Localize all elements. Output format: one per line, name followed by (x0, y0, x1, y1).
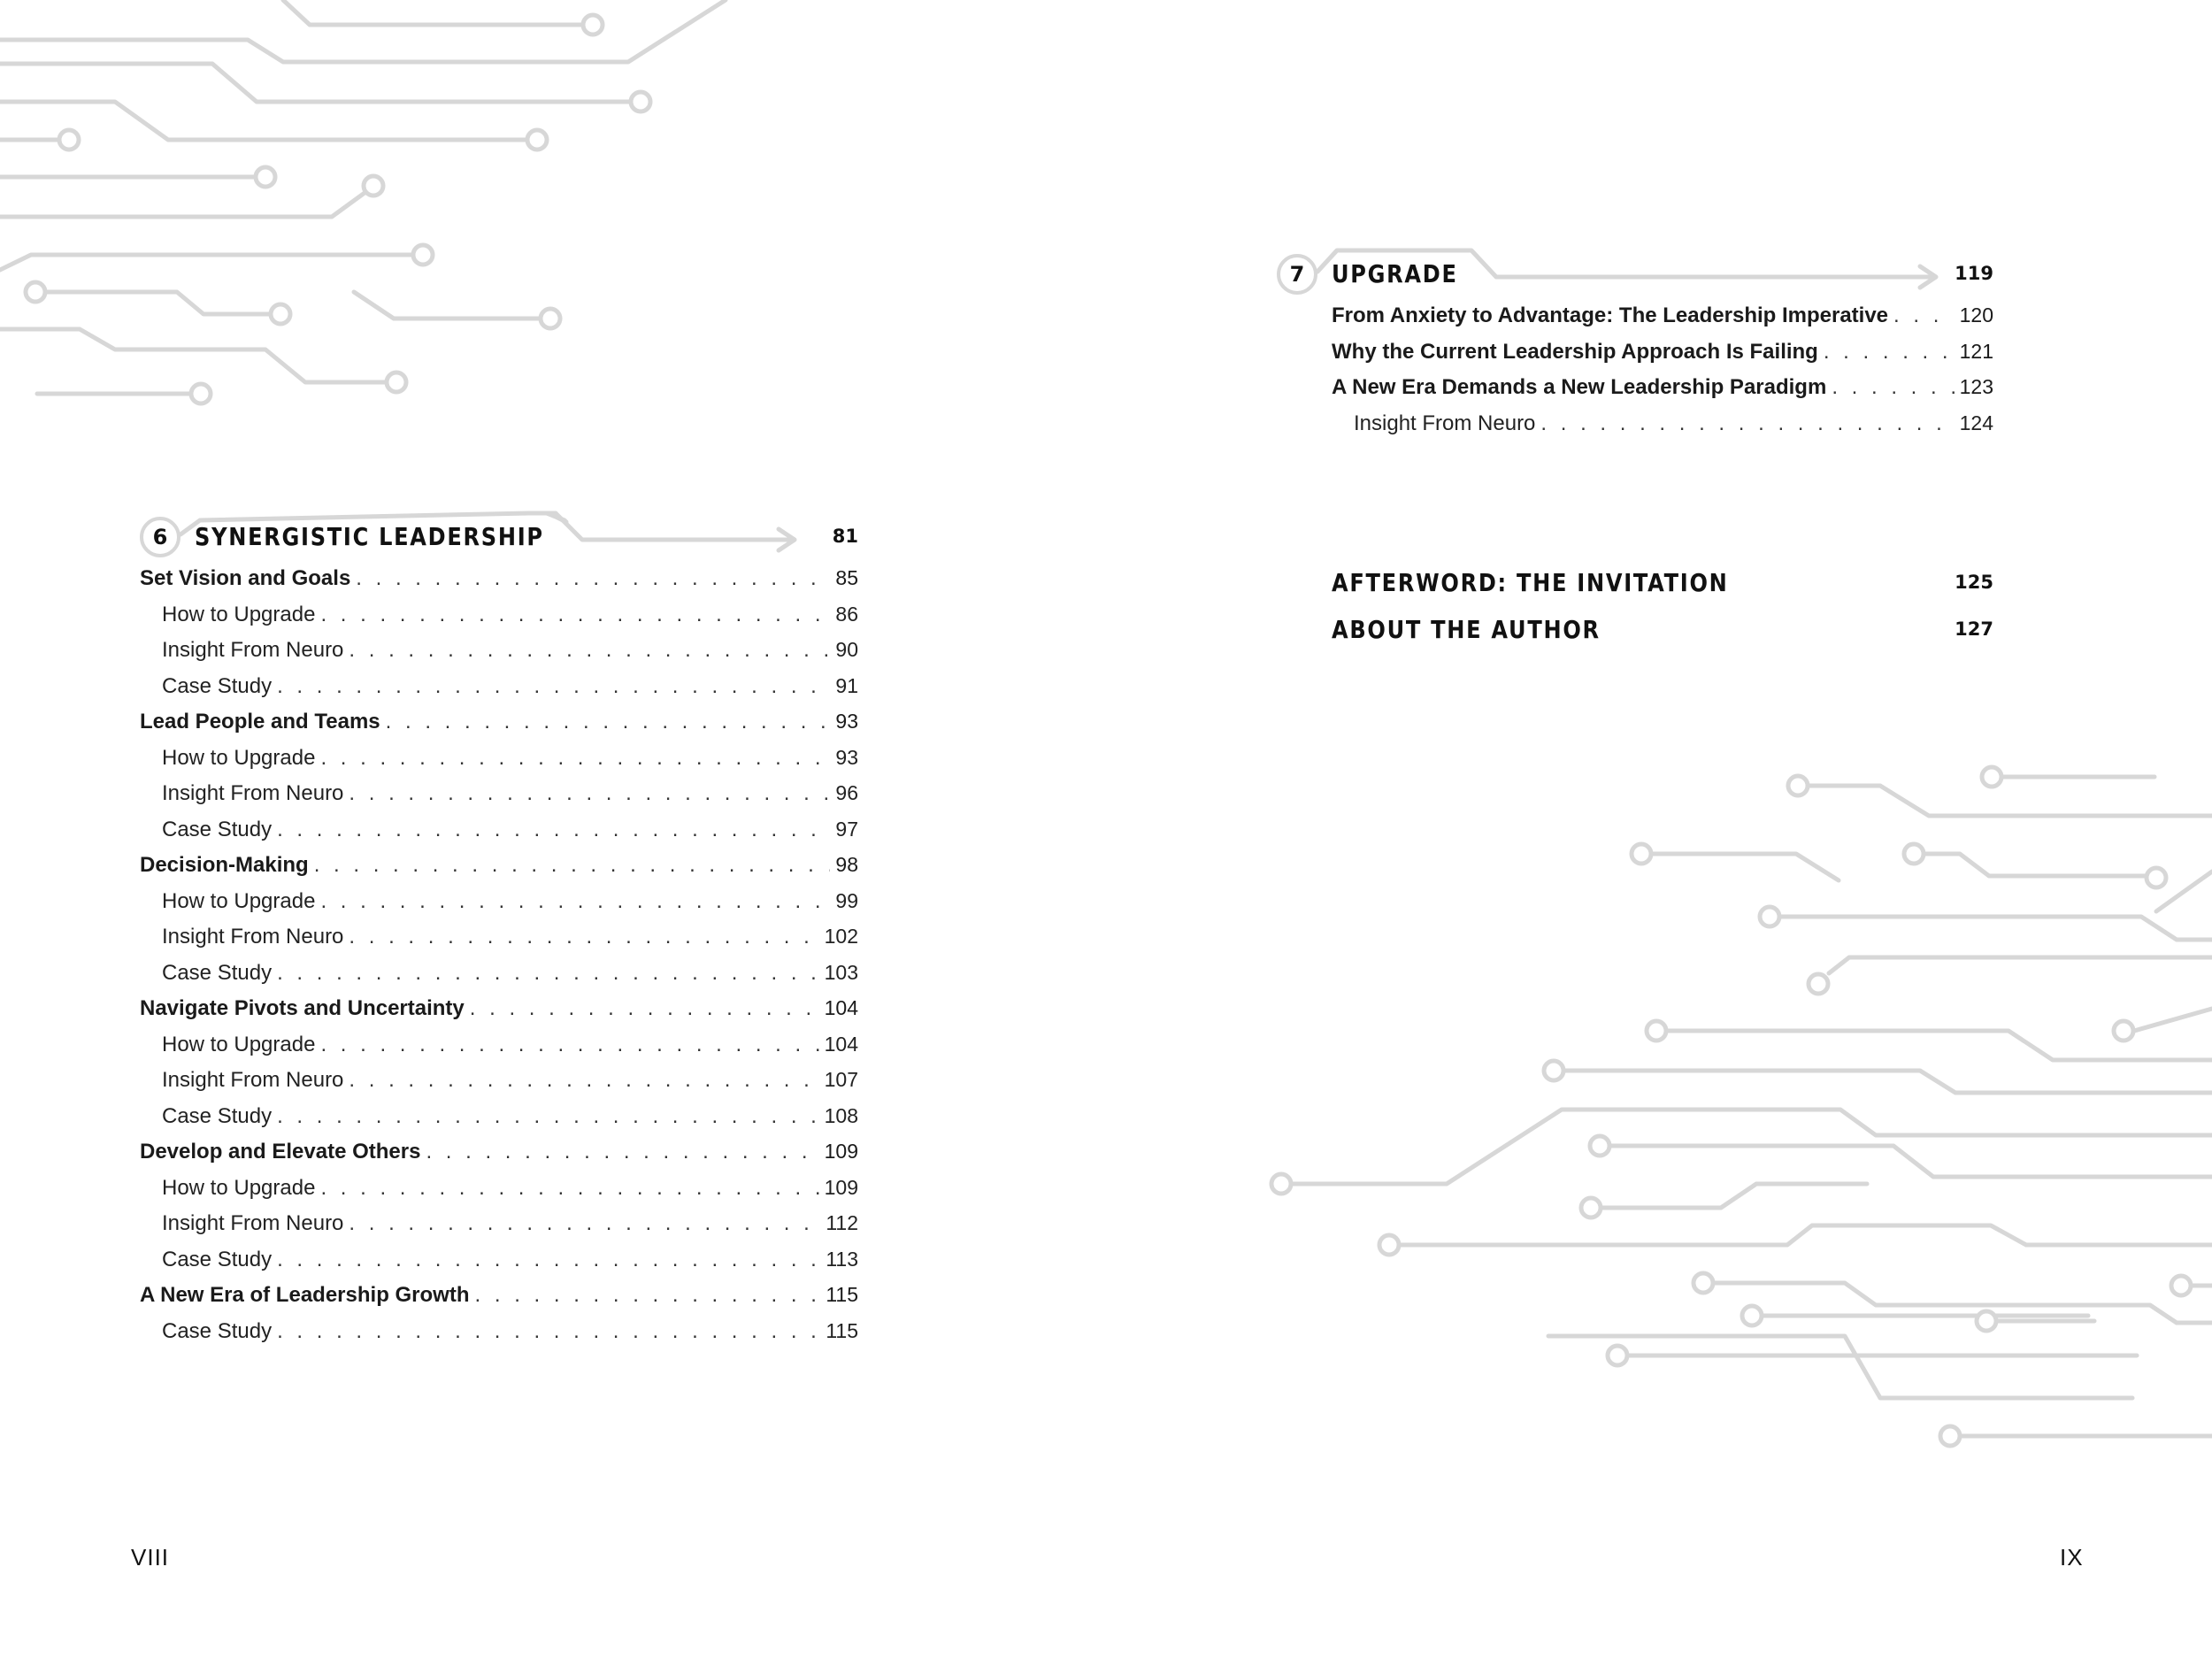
toc-entry[interactable] (140, 710, 858, 746)
dot-leader (1893, 303, 1955, 328)
toc-entry-page-number: 123 (1959, 375, 1993, 398)
dot-leader (277, 674, 830, 699)
toc-subentry[interactable] (140, 1319, 858, 1356)
toc-subentry[interactable] (140, 1033, 858, 1069)
toc-entry-label: Decision-Making (140, 853, 309, 877)
dot-leader (277, 1319, 820, 1344)
toc-entry-page-number: 86 (835, 602, 858, 626)
toc-subentry[interactable] (140, 961, 858, 997)
dot-leader (349, 925, 818, 949)
toc-entry-label: Insight From Neuro (1354, 411, 1536, 435)
toc-entry[interactable] (140, 996, 858, 1033)
toc-entry-label: Insight From Neuro (162, 1211, 344, 1235)
toc-entry-label: Insight From Neuro (162, 1068, 344, 1092)
toc-entry[interactable] (1332, 375, 1993, 411)
toc-subentry[interactable] (140, 781, 858, 818)
toc-entry-label: Why the Current Leadership Approach Is Failing (1332, 339, 1818, 364)
toc-entry-page-number: 96 (835, 781, 858, 804)
dot-leader (426, 1140, 818, 1164)
toc-entry-page-number: 109 (824, 1175, 858, 1199)
toc-entry-page-number: 103 (824, 960, 858, 984)
toc-entry-label: A New Era Demands a New Leadership Paradigm (1332, 375, 1827, 399)
toc-entry-page-number: 112 (826, 1211, 858, 1234)
chapter-7-section (1277, 250, 1993, 447)
toc-entry-page-number: 108 (824, 1103, 858, 1127)
chapter-number-badge: 6 (140, 517, 180, 557)
chapter-title: UPGRADE (1332, 259, 1458, 288)
about-author-page-number: 127 (1955, 618, 1993, 640)
chapter-number-badge: 7 (1277, 254, 1317, 295)
toc-entry-label: Develop and Elevate Others (140, 1140, 421, 1164)
dot-leader (475, 1283, 821, 1308)
toc-entry-page-number: 85 (835, 566, 858, 589)
toc-entry-page-number: 99 (835, 888, 858, 912)
toc-entry-page-number: 91 (835, 673, 858, 697)
left-page-folio: VIII (131, 1544, 170, 1571)
dot-leader (349, 638, 830, 663)
toc-entry-page-number: 104 (824, 996, 858, 1019)
toc-entry-label: Insight From Neuro (162, 925, 344, 949)
afterword-entry[interactable] (1332, 565, 1993, 600)
toc-entry-label: Set Vision and Goals (140, 566, 351, 590)
toc-entry-label: Case Study (162, 817, 273, 841)
toc-entry-label: Lead People and Teams (140, 710, 380, 733)
dot-leader (1832, 375, 1954, 400)
dot-leader (277, 818, 830, 842)
toc-entry[interactable] (140, 566, 858, 603)
toc-entry-label: How to Upgrade (162, 888, 316, 913)
dot-leader (470, 996, 819, 1021)
toc-entry-page-number: 115 (826, 1283, 858, 1306)
toc-entry-page-number: 120 (1959, 303, 1993, 326)
toc-entry-label: How to Upgrade (162, 745, 316, 770)
circuit-top-left (0, 0, 726, 403)
dot-leader (349, 1211, 820, 1236)
chapter-7-entries (1332, 303, 1993, 447)
toc-entry-label: Navigate Pivots and Uncertainty (140, 996, 465, 1020)
toc-entry-page-number: 97 (835, 817, 858, 841)
toc-entry-page-number: 109 (824, 1140, 858, 1163)
dot-leader (320, 1176, 818, 1201)
toc-subentry[interactable] (140, 674, 858, 710)
toc-entry-label: Case Study (162, 673, 273, 698)
toc-entry-page-number: 104 (824, 1032, 858, 1056)
toc-entry-page-number: 107 (824, 1068, 858, 1091)
dot-leader (320, 603, 830, 627)
dot-leader (277, 961, 819, 986)
dot-leader (349, 781, 830, 806)
toc-entry-page-number: 113 (826, 1247, 858, 1271)
chapter-page-number: 81 (832, 526, 858, 547)
toc-entry-label: Case Study (162, 1318, 273, 1343)
circuit-bottom-right (1271, 767, 2212, 1446)
chapter-6-section (140, 513, 858, 1355)
toc-entry-page-number: 121 (1959, 339, 1993, 363)
afterword-page-number: 125 (1955, 572, 1993, 593)
toc-subentry[interactable] (140, 1176, 858, 1212)
chapter-7-heading[interactable] (1277, 250, 1993, 303)
toc-entry[interactable] (140, 853, 858, 889)
toc-entry-page-number: 115 (826, 1318, 858, 1342)
toc-entry-label: How to Upgrade (162, 1175, 316, 1200)
toc-subentry[interactable] (140, 1068, 858, 1104)
toc-entry-page-number: 90 (835, 638, 858, 661)
dot-leader (320, 746, 830, 771)
toc-entry-page-number: 93 (835, 745, 858, 769)
chapter-6-heading[interactable] (140, 513, 858, 566)
toc-entry-label: A New Era of Leadership Growth (140, 1283, 470, 1307)
dot-leader (1540, 411, 1954, 436)
toc-subentry[interactable] (1332, 411, 1993, 448)
dot-leader (356, 566, 830, 591)
about-author-entry[interactable] (1332, 611, 1993, 647)
toc-entry-page-number: 102 (824, 925, 858, 948)
dot-leader (1824, 340, 1955, 365)
chapter-page-number: 119 (1955, 263, 1993, 284)
toc-entry-label: Insight From Neuro (162, 781, 344, 805)
toc-entry[interactable] (1332, 303, 1993, 340)
dot-leader (349, 1068, 818, 1093)
toc-subentry[interactable] (140, 818, 858, 854)
toc-subentry[interactable] (140, 1248, 858, 1284)
about-author-title: ABOUT THE AUTHOR (1332, 614, 1601, 644)
toc-subentry[interactable] (140, 746, 858, 782)
toc-subentry[interactable] (140, 638, 858, 674)
toc-entry-label: How to Upgrade (162, 602, 316, 626)
toc-subentry[interactable] (140, 1104, 858, 1141)
dot-leader (386, 710, 831, 734)
toc-entry-page-number: 98 (835, 853, 858, 876)
toc-subentry[interactable] (140, 603, 858, 639)
dot-leader (314, 853, 831, 878)
toc-subentry[interactable] (140, 925, 858, 961)
toc-entry[interactable] (140, 1140, 858, 1176)
toc-entry-label: How to Upgrade (162, 1032, 316, 1056)
toc-entry-label: Case Study (162, 1103, 273, 1128)
toc-entry[interactable] (1332, 340, 1993, 376)
dot-leader (320, 889, 830, 914)
toc-entry-label: Case Study (162, 960, 273, 985)
dot-leader (277, 1248, 820, 1272)
toc-entry-label: Insight From Neuro (162, 638, 344, 662)
toc-entry-page-number: 124 (1959, 411, 1993, 434)
toc-entry-label: From Anxiety to Advantage: The Leadership Imperative (1332, 303, 1889, 327)
toc-subentry[interactable] (140, 1211, 858, 1248)
toc-entry[interactable] (140, 1283, 858, 1319)
afterword-title: AFTERWORD: THE INVITATION (1332, 567, 1729, 597)
toc-subentry[interactable] (140, 889, 858, 926)
toc-entry-label: Case Study (162, 1247, 273, 1271)
right-page-folio: IX (2060, 1544, 2084, 1571)
dot-leader (277, 1104, 819, 1129)
chapter-title: SYNERGISTIC LEADERSHIP (195, 522, 544, 551)
toc-entry-page-number: 93 (835, 710, 858, 733)
dot-leader (320, 1033, 818, 1057)
chapter-6-entries (140, 566, 858, 1355)
